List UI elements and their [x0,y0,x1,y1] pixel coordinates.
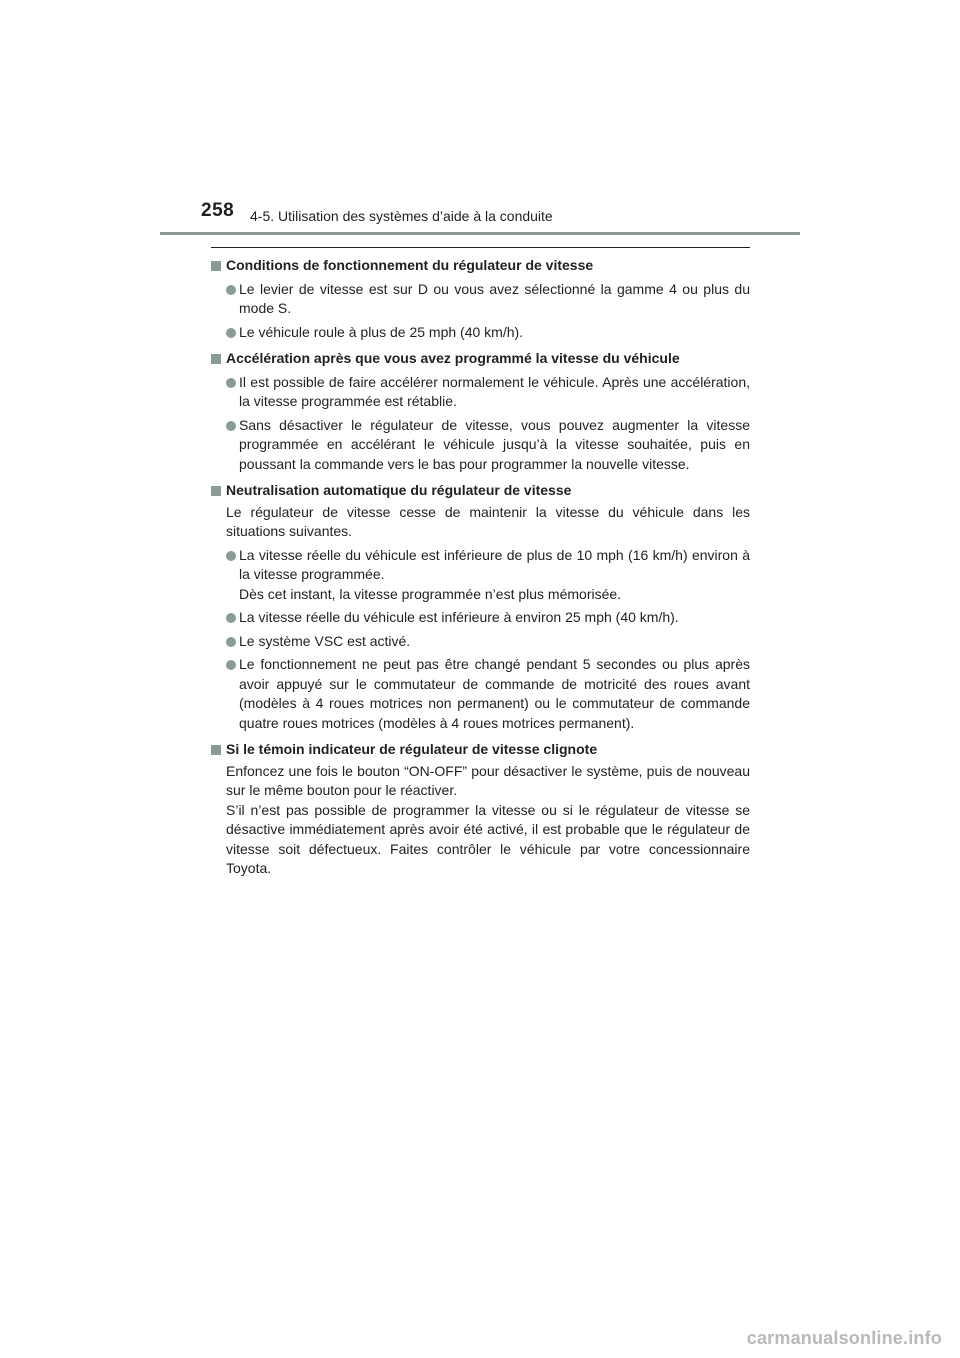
page-content [211,256,750,879]
square-bullet-icon [211,354,221,364]
square-bullet-icon [211,745,221,755]
list-item [211,373,750,412]
section-heading [211,740,750,760]
square-bullet-icon [211,486,221,496]
header-rule [160,232,800,235]
page-number: 258 [201,200,235,221]
list-item [211,416,750,475]
item-text: La vitesse réelle du véhicule est inférieure de plus de 10 mph (16 km/h) environ à la vitesse programmée. [239,546,750,582]
item-text: Le levier de vitesse est sur D ou vous avez sélectionné la gamme 4 ou plus du mode S. [239,280,750,316]
list-item [211,608,750,628]
circle-bullet-icon [226,285,236,295]
content-top-rule [211,247,750,248]
circle-bullet-icon [226,328,236,338]
section-title: 4-5. Utilisation des systèmes d’aide à la conduite [250,208,553,224]
heading-text: Accélération après que vous avez programmé la vitesse du véhicule [226,350,680,366]
item-text: Le système VSC est activé. [239,632,411,649]
page-header [0,0,960,240]
section-heading [211,481,750,501]
item-text: La vitesse réelle du véhicule est inférieure à environ 25 mph (40 km/h). [239,609,679,625]
list-item [211,546,750,605]
paragraph-text: S’il n’est pas possible de programmer la vitesse ou si le régulateur de vitesse se désactive immédiatement après avoir été activé, il est probable que le régulateur de vitesse soit défectueux. Faites contrôler le véhicule par votre concessionnaire Toyota. [226,801,750,876]
section-heading [211,256,750,276]
circle-bullet-icon [226,378,236,388]
list-item [211,323,750,343]
square-bullet-icon [211,261,221,271]
item-text: Le fonctionnement ne peut pas être changé pendant 5 secondes ou plus après avoir appuyé sur le commutateur de commande de motricité des roues avant (modèles à 4 roues motrices non permanent) ou le commutateur de commande quatre roues motrices (modèles à 4 roues motrices permanent). [239,656,750,731]
list-item [211,632,750,652]
paragraph-text: Enfoncez une fois le bouton “ON-OFF” pour désactiver le système, puis de nouveau sur le même bouton pour le réactiver. [226,762,750,798]
circle-bullet-icon [226,421,236,431]
item-text: Il est possible de faire accélérer normalement le véhicule. Après une accélération, la vitesse programmée est rétablie. [239,373,750,409]
heading-text: Si le témoin indicateur de régulateur de vitesse clignote [226,741,598,757]
list-item [211,280,750,319]
circle-bullet-icon [226,613,236,623]
circle-bullet-icon [226,660,236,670]
heading-text: Neutralisation automatique du régulateur de vitesse [226,482,572,498]
heading-text: Conditions de fonctionnement du régulateur de vitesse [226,257,594,273]
section-heading [211,349,750,369]
section-intro: Le régulateur de vitesse cesse de maintenir la vitesse du véhicule dans les situations suivantes. [226,503,750,539]
section-paragraph [211,762,750,879]
item-text: Sans désactiver le régulateur de vitesse, vous pouvez augmenter la vitesse programmée en accélérant le véhicule jusqu’à la vitesse souhaitée, puis en poussant la commande vers le bas pour programmer la nouvelle vitesse. [239,416,750,472]
circle-bullet-icon [226,637,236,647]
item-text: Le véhicule roule à plus de 25 mph (40 km/h). [239,323,524,340]
item-note: Dès cet instant, la vitesse programmée n’est plus mémorisée. [239,585,622,602]
list-item [211,655,750,733]
site-watermark: carmanualsonline.info [746,1328,942,1348]
circle-bullet-icon [226,551,236,561]
